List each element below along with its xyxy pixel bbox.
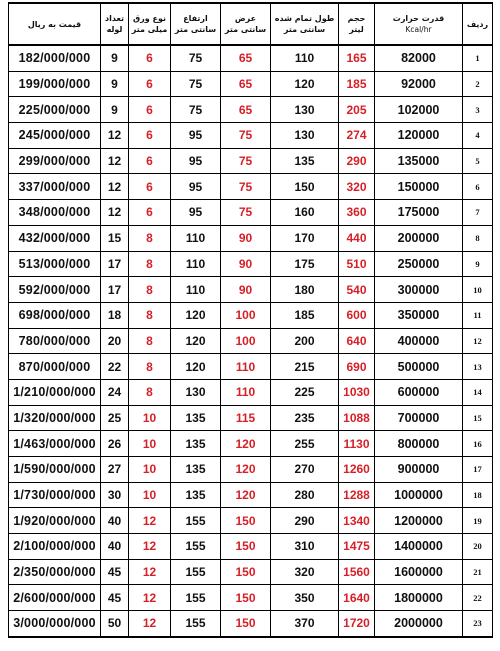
cell-index: 3: [463, 97, 493, 123]
cell-height: 155: [171, 585, 221, 611]
cell-length: 130: [271, 123, 339, 149]
cell-volume: 1720: [339, 611, 375, 637]
cell-height: 155: [171, 508, 221, 534]
table-row: [9, 405, 493, 431]
table-row: [9, 200, 493, 226]
cell-length: 350: [271, 585, 339, 611]
cell-price: 2/350/000/000: [9, 559, 101, 585]
cell-index: 1: [463, 45, 493, 71]
cell-price: 780/000/000: [9, 328, 101, 354]
header-price: قیمت به ریال: [9, 3, 101, 45]
cell-width: 75: [221, 148, 271, 174]
cell-height: 130: [171, 379, 221, 405]
cell-volume: 1340: [339, 508, 375, 534]
header-sheet: نوع ورق میلی متر: [129, 3, 171, 45]
table-row: [9, 148, 493, 174]
cell-width: 150: [221, 559, 271, 585]
cell-tubes: 9: [101, 71, 129, 97]
cell-width: 75: [221, 174, 271, 200]
cell-tubes: 12: [101, 148, 129, 174]
cell-tubes: 9: [101, 97, 129, 123]
cell-volume: 185: [339, 71, 375, 97]
cell-volume: 540: [339, 277, 375, 303]
cell-length: 130: [271, 97, 339, 123]
cell-index: 12: [463, 328, 493, 354]
cell-sheet: 8: [129, 277, 171, 303]
cell-index: 2: [463, 71, 493, 97]
cell-price: 1/730/000/000: [9, 482, 101, 508]
cell-length: 200: [271, 328, 339, 354]
cell-power: 900000: [375, 457, 463, 483]
cell-height: 155: [171, 559, 221, 585]
cell-power: 120000: [375, 123, 463, 149]
cell-sheet: 6: [129, 123, 171, 149]
cell-tubes: 12: [101, 123, 129, 149]
cell-height: 120: [171, 328, 221, 354]
cell-length: 290: [271, 508, 339, 534]
cell-volume: 360: [339, 200, 375, 226]
cell-width: 90: [221, 251, 271, 277]
table-row: [9, 251, 493, 277]
table-row: [9, 328, 493, 354]
cell-length: 310: [271, 534, 339, 560]
table-row: [9, 379, 493, 405]
cell-power: 102000: [375, 97, 463, 123]
cell-power: 300000: [375, 277, 463, 303]
cell-volume: 205: [339, 97, 375, 123]
cell-volume: 510: [339, 251, 375, 277]
cell-tubes: 40: [101, 508, 129, 534]
cell-index: 21: [463, 559, 493, 585]
cell-sheet: 10: [129, 405, 171, 431]
header-index: ردیف: [463, 3, 493, 45]
cell-price: 299/000/000: [9, 148, 101, 174]
cell-volume: 1030: [339, 379, 375, 405]
cell-width: 65: [221, 71, 271, 97]
cell-power: 175000: [375, 200, 463, 226]
cell-height: 120: [171, 302, 221, 328]
cell-index: 10: [463, 277, 493, 303]
cell-sheet: 12: [129, 534, 171, 560]
header-volume: حجم لیتر: [339, 3, 375, 45]
cell-sheet: 6: [129, 174, 171, 200]
cell-volume: 1560: [339, 559, 375, 585]
cell-width: 120: [221, 482, 271, 508]
table-row: [9, 71, 493, 97]
cell-price: 182/000/000: [9, 45, 101, 71]
cell-index: 7: [463, 200, 493, 226]
cell-tubes: 27: [101, 457, 129, 483]
cell-height: 95: [171, 200, 221, 226]
cell-length: 185: [271, 302, 339, 328]
cell-tubes: 40: [101, 534, 129, 560]
cell-index: 13: [463, 354, 493, 380]
cell-tubes: 15: [101, 225, 129, 251]
cell-width: 110: [221, 354, 271, 380]
cell-price: 2/600/000/000: [9, 585, 101, 611]
cell-price: 513/000/000: [9, 251, 101, 277]
cell-volume: 165: [339, 45, 375, 71]
cell-height: 155: [171, 611, 221, 637]
cell-power: 1400000: [375, 534, 463, 560]
cell-power: 135000: [375, 148, 463, 174]
cell-price: 225/000/000: [9, 97, 101, 123]
cell-power: 500000: [375, 354, 463, 380]
cell-volume: 600: [339, 302, 375, 328]
price-table-container: [8, 2, 492, 638]
cell-volume: 1088: [339, 405, 375, 431]
cell-width: 150: [221, 611, 271, 637]
cell-price: 1/320/000/000: [9, 405, 101, 431]
cell-sheet: 10: [129, 482, 171, 508]
cell-length: 215: [271, 354, 339, 380]
header-tubes: تعداد لوله: [101, 3, 129, 45]
table-row: [9, 508, 493, 534]
cell-price: 432/000/000: [9, 225, 101, 251]
cell-length: 270: [271, 457, 339, 483]
cell-sheet: 10: [129, 431, 171, 457]
cell-power: 150000: [375, 174, 463, 200]
table-row: [9, 559, 493, 585]
cell-height: 110: [171, 251, 221, 277]
cell-price: 1/463/000/000: [9, 431, 101, 457]
cell-width: 100: [221, 302, 271, 328]
cell-sheet: 8: [129, 251, 171, 277]
cell-sheet: 8: [129, 354, 171, 380]
cell-price: 3/000/000/000: [9, 611, 101, 637]
cell-width: 120: [221, 457, 271, 483]
cell-length: 180: [271, 277, 339, 303]
header-row: [9, 3, 493, 45]
table-body: [9, 45, 493, 637]
cell-index: 6: [463, 174, 493, 200]
cell-volume: 1475: [339, 534, 375, 560]
cell-sheet: 6: [129, 71, 171, 97]
cell-length: 110: [271, 45, 339, 71]
cell-width: 120: [221, 431, 271, 457]
cell-index: 9: [463, 251, 493, 277]
cell-width: 90: [221, 225, 271, 251]
cell-volume: 640: [339, 328, 375, 354]
cell-width: 65: [221, 97, 271, 123]
cell-price: 1/920/000/000: [9, 508, 101, 534]
cell-length: 175: [271, 251, 339, 277]
cell-height: 135: [171, 457, 221, 483]
table-header: [9, 3, 493, 45]
cell-height: 110: [171, 277, 221, 303]
cell-volume: 1288: [339, 482, 375, 508]
boiler-price-table: [8, 2, 493, 638]
header-length: طول تمام شده سانتی متر: [271, 3, 339, 45]
cell-index: 20: [463, 534, 493, 560]
header-power: قدرت حرارت Kcal/hr: [375, 3, 463, 45]
cell-tubes: 25: [101, 405, 129, 431]
cell-width: 150: [221, 534, 271, 560]
cell-index: 14: [463, 379, 493, 405]
cell-height: 135: [171, 482, 221, 508]
table-row: [9, 45, 493, 71]
cell-sheet: 10: [129, 457, 171, 483]
cell-price: 2/100/000/000: [9, 534, 101, 560]
cell-power: 200000: [375, 225, 463, 251]
table-row: [9, 174, 493, 200]
cell-length: 255: [271, 431, 339, 457]
cell-height: 120: [171, 354, 221, 380]
cell-height: 95: [171, 174, 221, 200]
cell-power: 600000: [375, 379, 463, 405]
cell-length: 320: [271, 559, 339, 585]
cell-price: 348/000/000: [9, 200, 101, 226]
cell-height: 135: [171, 405, 221, 431]
header-height: ارتفاع سانتی متر: [171, 3, 221, 45]
cell-length: 150: [271, 174, 339, 200]
cell-height: 95: [171, 148, 221, 174]
cell-power: 1800000: [375, 585, 463, 611]
cell-power: 1200000: [375, 508, 463, 534]
cell-index: 23: [463, 611, 493, 637]
cell-length: 120: [271, 71, 339, 97]
table-row: [9, 277, 493, 303]
cell-sheet: 6: [129, 97, 171, 123]
cell-height: 75: [171, 97, 221, 123]
cell-height: 155: [171, 534, 221, 560]
cell-sheet: 6: [129, 148, 171, 174]
cell-tubes: 12: [101, 174, 129, 200]
cell-price: 337/000/000: [9, 174, 101, 200]
cell-power: 1000000: [375, 482, 463, 508]
cell-length: 135: [271, 148, 339, 174]
cell-tubes: 22: [101, 354, 129, 380]
cell-index: 4: [463, 123, 493, 149]
table-row: [9, 482, 493, 508]
cell-price: 870/000/000: [9, 354, 101, 380]
cell-index: 5: [463, 148, 493, 174]
cell-volume: 1260: [339, 457, 375, 483]
cell-tubes: 18: [101, 302, 129, 328]
cell-power: 92000: [375, 71, 463, 97]
cell-index: 19: [463, 508, 493, 534]
cell-sheet: 6: [129, 200, 171, 226]
cell-width: 75: [221, 200, 271, 226]
cell-volume: 690: [339, 354, 375, 380]
cell-sheet: 6: [129, 45, 171, 71]
cell-index: 18: [463, 482, 493, 508]
cell-index: 22: [463, 585, 493, 611]
cell-volume: 1640: [339, 585, 375, 611]
cell-power: 400000: [375, 328, 463, 354]
cell-price: 698/000/000: [9, 302, 101, 328]
table-row: [9, 354, 493, 380]
cell-width: 100: [221, 328, 271, 354]
cell-sheet: 12: [129, 585, 171, 611]
cell-volume: 320: [339, 174, 375, 200]
cell-sheet: 12: [129, 559, 171, 585]
cell-power: 82000: [375, 45, 463, 71]
cell-width: 65: [221, 45, 271, 71]
cell-volume: 440: [339, 225, 375, 251]
cell-index: 17: [463, 457, 493, 483]
cell-price: 1/210/000/000: [9, 379, 101, 405]
cell-length: 280: [271, 482, 339, 508]
cell-height: 75: [171, 71, 221, 97]
cell-width: 150: [221, 508, 271, 534]
cell-price: 199/000/000: [9, 71, 101, 97]
table-row: [9, 225, 493, 251]
cell-tubes: 24: [101, 379, 129, 405]
cell-length: 235: [271, 405, 339, 431]
cell-tubes: 30: [101, 482, 129, 508]
cell-height: 135: [171, 431, 221, 457]
cell-index: 8: [463, 225, 493, 251]
header-width: عرض سانتی متر: [221, 3, 271, 45]
table-row: [9, 611, 493, 637]
cell-tubes: 45: [101, 585, 129, 611]
cell-sheet: 8: [129, 328, 171, 354]
table-row: [9, 431, 493, 457]
table-row: [9, 97, 493, 123]
cell-height: 75: [171, 45, 221, 71]
cell-tubes: 17: [101, 277, 129, 303]
cell-length: 225: [271, 379, 339, 405]
cell-volume: 274: [339, 123, 375, 149]
cell-tubes: 20: [101, 328, 129, 354]
cell-width: 110: [221, 379, 271, 405]
cell-tubes: 50: [101, 611, 129, 637]
cell-height: 110: [171, 225, 221, 251]
cell-length: 160: [271, 200, 339, 226]
cell-sheet: 8: [129, 379, 171, 405]
cell-tubes: 9: [101, 45, 129, 71]
cell-price: 1/590/000/000: [9, 457, 101, 483]
cell-power: 800000: [375, 431, 463, 457]
cell-tubes: 17: [101, 251, 129, 277]
cell-volume: 1130: [339, 431, 375, 457]
table-row: [9, 534, 493, 560]
cell-index: 11: [463, 302, 493, 328]
cell-tubes: 26: [101, 431, 129, 457]
table-row: [9, 457, 493, 483]
cell-sheet: 8: [129, 225, 171, 251]
cell-index: 16: [463, 431, 493, 457]
cell-width: 115: [221, 405, 271, 431]
cell-price: 592/000/000: [9, 277, 101, 303]
cell-power: 700000: [375, 405, 463, 431]
cell-volume: 290: [339, 148, 375, 174]
cell-power: 350000: [375, 302, 463, 328]
cell-power: 250000: [375, 251, 463, 277]
cell-power: 1600000: [375, 559, 463, 585]
cell-sheet: 12: [129, 508, 171, 534]
table-row: [9, 585, 493, 611]
cell-width: 90: [221, 277, 271, 303]
cell-index: 15: [463, 405, 493, 431]
cell-length: 170: [271, 225, 339, 251]
cell-length: 370: [271, 611, 339, 637]
cell-width: 150: [221, 585, 271, 611]
cell-tubes: 12: [101, 200, 129, 226]
cell-tubes: 45: [101, 559, 129, 585]
cell-width: 75: [221, 123, 271, 149]
cell-price: 245/000/000: [9, 123, 101, 149]
cell-sheet: 8: [129, 302, 171, 328]
table-row: [9, 123, 493, 149]
cell-power: 2000000: [375, 611, 463, 637]
table-row: [9, 302, 493, 328]
cell-sheet: 12: [129, 611, 171, 637]
cell-height: 95: [171, 123, 221, 149]
